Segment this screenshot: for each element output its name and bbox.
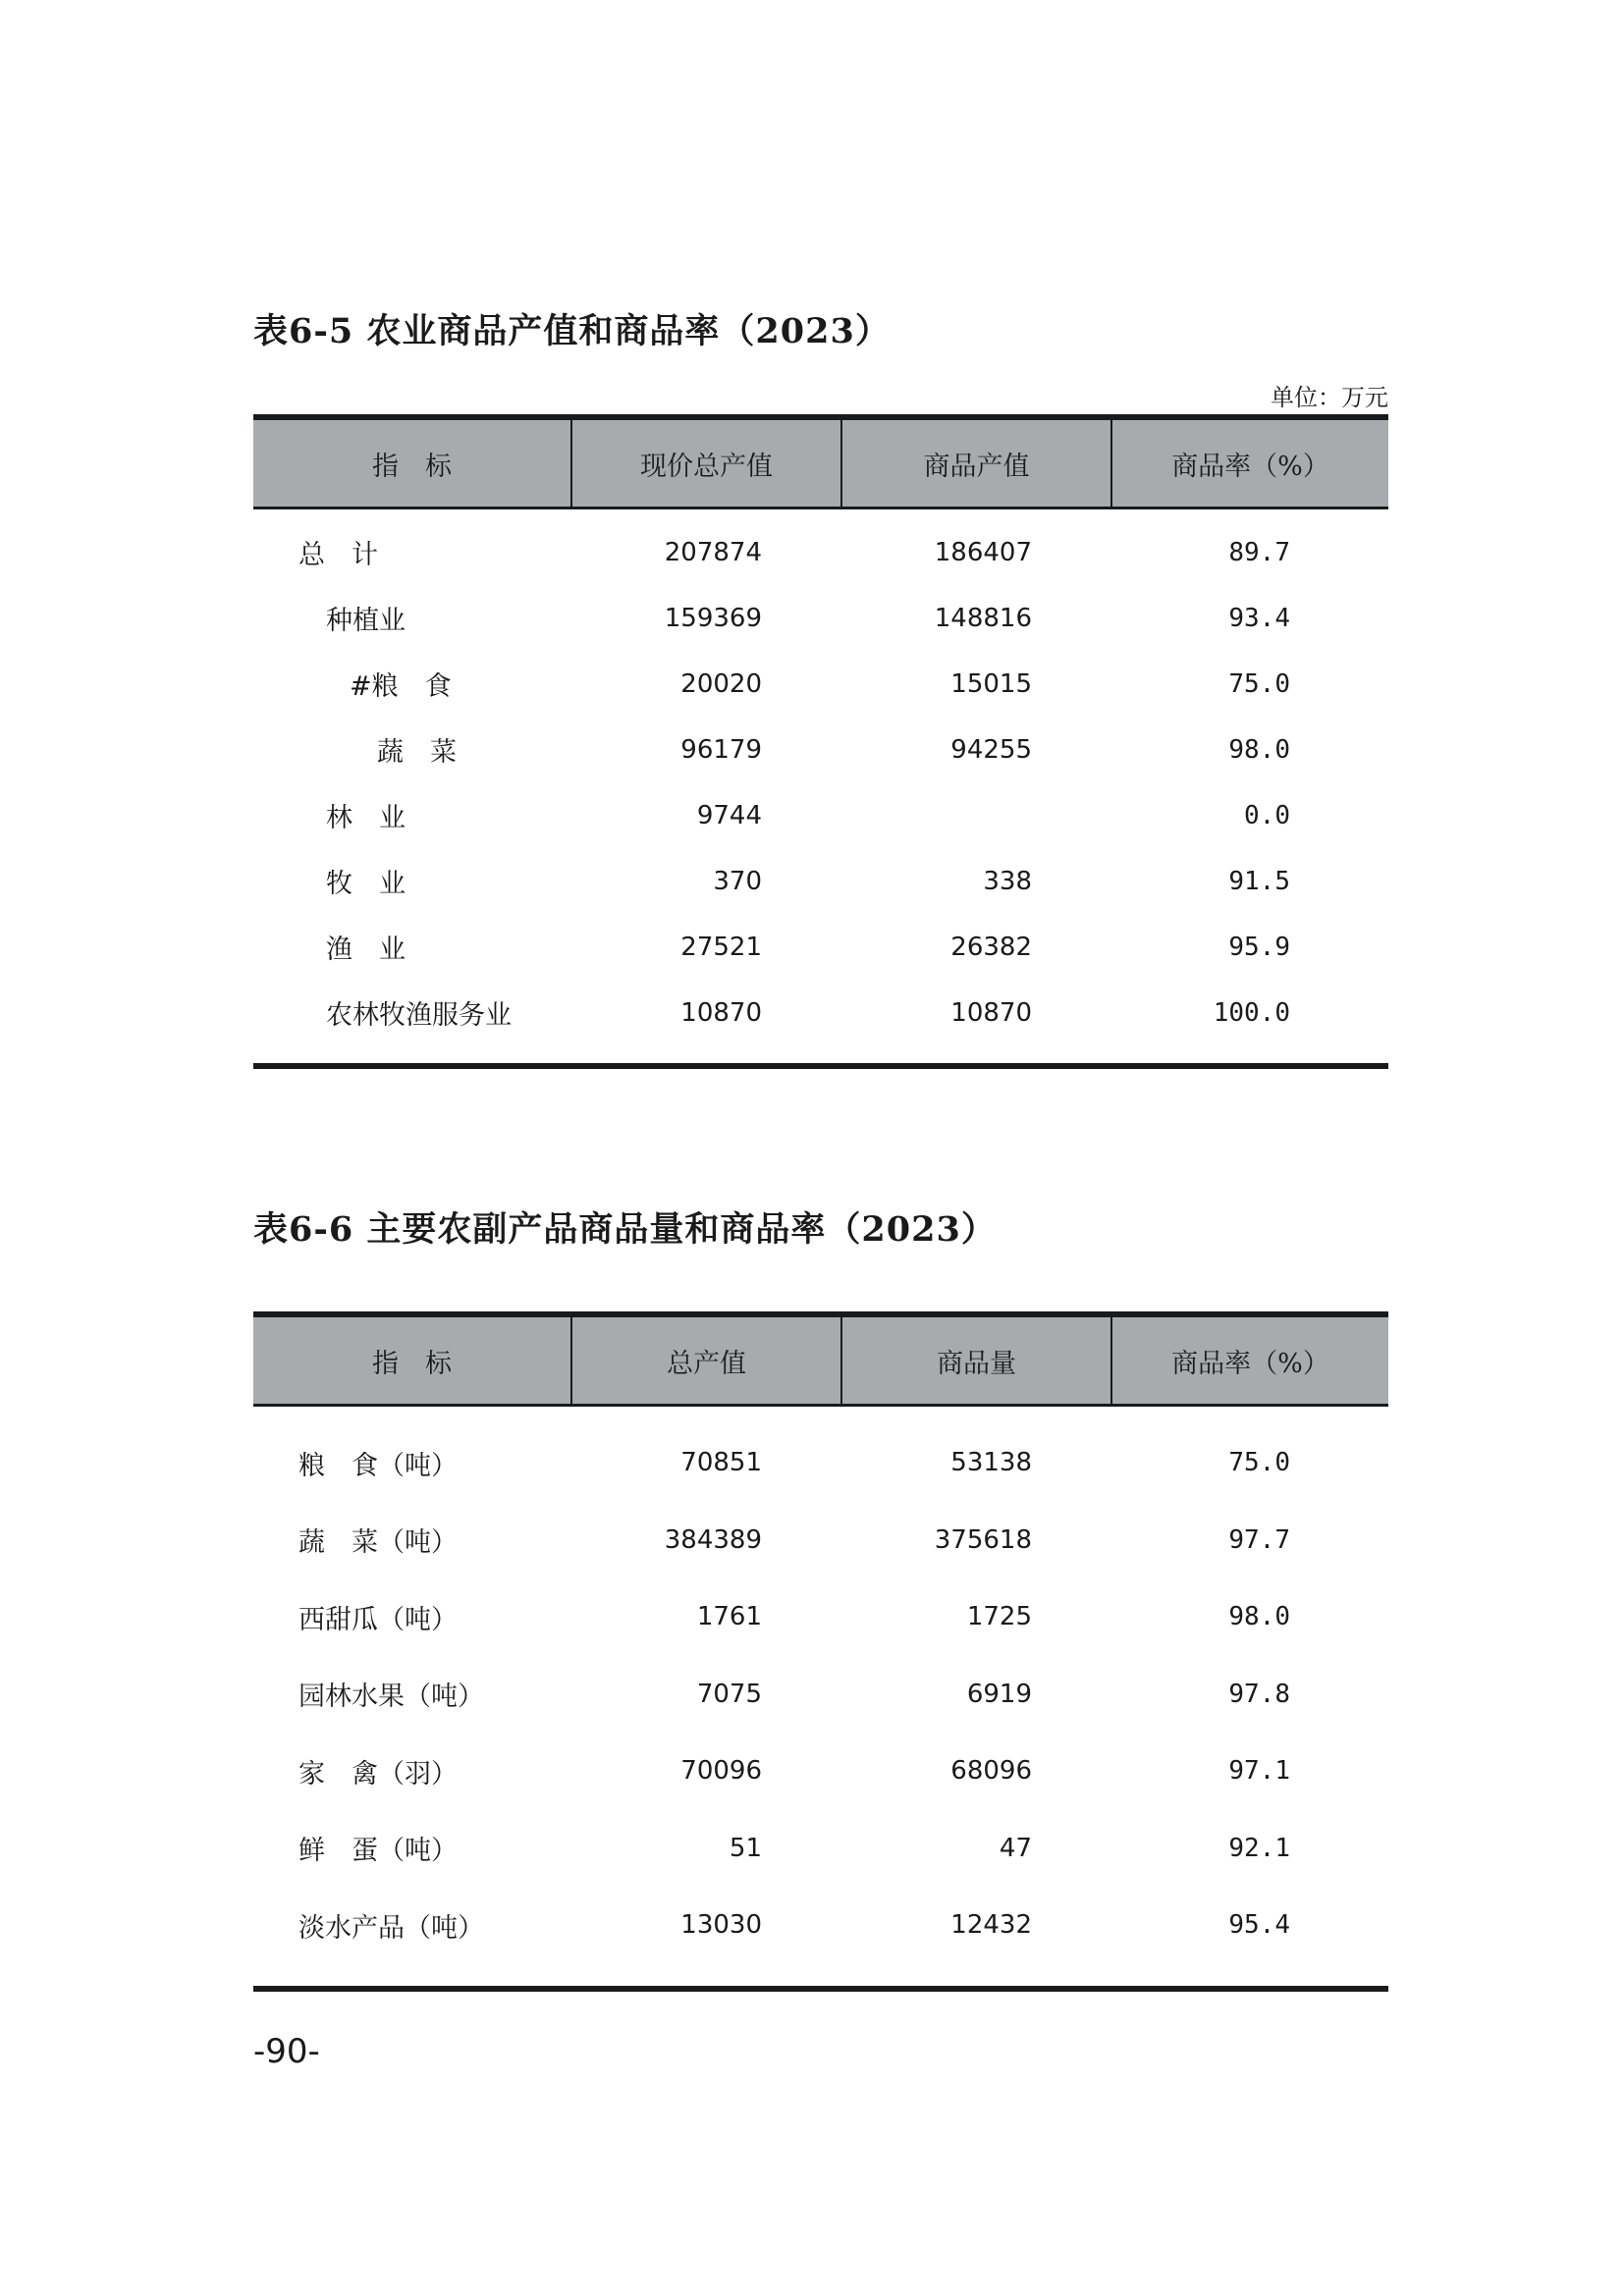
table-row xyxy=(253,1424,1388,1502)
table-row xyxy=(253,1656,1388,1734)
table2-body xyxy=(253,1407,1388,1986)
row-label: 蔬 菜（吨） xyxy=(298,1527,458,1559)
row-value-2: 10870 xyxy=(950,997,1032,1028)
row-label: 渔 业 xyxy=(326,934,406,965)
row-rate: 91.5 xyxy=(1228,866,1290,896)
row-value-2: 12432 xyxy=(950,1910,1032,1941)
row-rate: 100.0 xyxy=(1213,997,1290,1028)
row-rate: 98.0 xyxy=(1228,1602,1290,1632)
row-value-1: 370 xyxy=(713,866,762,896)
table2-header-commodity-rate: 商品率（%） xyxy=(1171,1348,1329,1379)
row-rate: 93.4 xyxy=(1228,603,1290,633)
row-value-1: 10870 xyxy=(680,997,762,1028)
row-rate: 95.9 xyxy=(1228,932,1290,962)
table1-body xyxy=(253,509,1388,1063)
row-rate: 75.0 xyxy=(1228,1448,1290,1478)
row-rate: 97.8 xyxy=(1228,1679,1290,1709)
row-rate: 98.0 xyxy=(1228,734,1290,765)
table-row xyxy=(253,717,1388,782)
table-row xyxy=(253,782,1388,848)
table-row xyxy=(253,848,1388,914)
row-label: 鲜 蛋（吨） xyxy=(298,1836,458,1867)
row-value-1: 70851 xyxy=(680,1448,762,1478)
row-label: 淡水产品（吨） xyxy=(298,1912,484,1944)
row-label: 粮 食（吨） xyxy=(298,1450,458,1481)
table1-bottom-rule xyxy=(253,1063,1388,1069)
table2-header-indicator: 指 标 xyxy=(253,1317,572,1404)
row-rate: 92.1 xyxy=(1228,1833,1290,1863)
table1-unit: 单位：万元 xyxy=(1271,384,1388,411)
row-value-1: 207874 xyxy=(664,537,762,567)
table2 xyxy=(253,1311,1388,1992)
table1-header-commodity-rate: 商品率（%） xyxy=(1171,451,1329,482)
table1-header-commodity-value: 商品产值 xyxy=(842,420,1112,507)
table2-title: 表6-6 主要农副产品商品量和商品率（2023） xyxy=(253,1209,997,1250)
row-rate: 89.7 xyxy=(1228,537,1290,567)
row-value-2: 1725 xyxy=(966,1602,1032,1632)
table-row xyxy=(253,980,1388,1045)
row-label: 牧 业 xyxy=(326,869,406,899)
row-value-2: 94255 xyxy=(950,734,1032,765)
row-rate: 97.7 xyxy=(1228,1524,1290,1555)
row-value-2: 6919 xyxy=(966,1679,1032,1709)
row-value-2: 26382 xyxy=(950,932,1032,962)
row-label: 园林水果（吨） xyxy=(298,1682,484,1713)
row-label: 林 业 xyxy=(326,803,406,833)
table-row xyxy=(253,1810,1388,1888)
page-number: -90- xyxy=(253,2032,320,2071)
row-value-2: 68096 xyxy=(950,1756,1032,1787)
table-row xyxy=(253,519,1388,585)
table1-header-indicator: 指 标 xyxy=(253,420,572,507)
table1-header-total-value: 现价总产值 xyxy=(572,420,842,507)
table-row xyxy=(253,914,1388,980)
row-value-1: 70096 xyxy=(680,1756,762,1787)
table1-title: 表6-5 农业商品产值和商品率（2023） xyxy=(253,311,891,351)
row-value-2: 148816 xyxy=(934,603,1032,633)
table-row xyxy=(253,651,1388,717)
row-value-1: 159369 xyxy=(664,603,762,633)
row-value-1: 13030 xyxy=(680,1910,762,1941)
table1 xyxy=(253,414,1388,1069)
row-value-1: 7075 xyxy=(696,1679,762,1709)
table-row xyxy=(253,1733,1388,1810)
row-value-1: 20020 xyxy=(680,668,762,699)
table2-header xyxy=(253,1311,1388,1407)
row-value-2: 338 xyxy=(983,866,1032,896)
row-label: 蔬 菜 xyxy=(377,737,457,768)
row-label: 农林牧渔服务业 xyxy=(326,1000,512,1031)
row-rate: 97.1 xyxy=(1228,1756,1290,1787)
row-value-2: 15015 xyxy=(950,668,1032,699)
table2-header-commodity-quantity: 商品量 xyxy=(842,1317,1112,1404)
row-value-1: 51 xyxy=(729,1833,762,1863)
row-rate: 0.0 xyxy=(1244,800,1290,830)
row-label: #粮 食 xyxy=(350,671,452,702)
table2-bottom-rule xyxy=(253,1986,1388,1992)
row-label: 家 禽（羽） xyxy=(298,1758,458,1789)
table-row xyxy=(253,1887,1388,1964)
row-value-1: 96179 xyxy=(680,734,762,765)
row-value-2: 47 xyxy=(999,1833,1032,1863)
row-label: 种植业 xyxy=(326,606,406,636)
row-value-1: 9744 xyxy=(696,800,762,830)
row-value-1: 1761 xyxy=(696,1602,762,1632)
table-row xyxy=(253,1578,1388,1656)
row-value-2: 186407 xyxy=(934,537,1032,567)
table-row xyxy=(253,1502,1388,1579)
row-rate: 95.4 xyxy=(1228,1910,1290,1941)
row-rate: 75.0 xyxy=(1228,668,1290,699)
row-label: 总 计 xyxy=(298,540,378,570)
row-value-2: 53138 xyxy=(950,1448,1032,1478)
table1-header xyxy=(253,414,1388,509)
row-value-1: 384389 xyxy=(664,1524,762,1555)
table-row xyxy=(253,585,1388,651)
row-label: 西甜瓜（吨） xyxy=(298,1604,458,1635)
row-value-2: 375618 xyxy=(934,1524,1032,1555)
table2-header-total-value: 总产值 xyxy=(572,1317,842,1404)
row-value-1: 27521 xyxy=(680,932,762,962)
